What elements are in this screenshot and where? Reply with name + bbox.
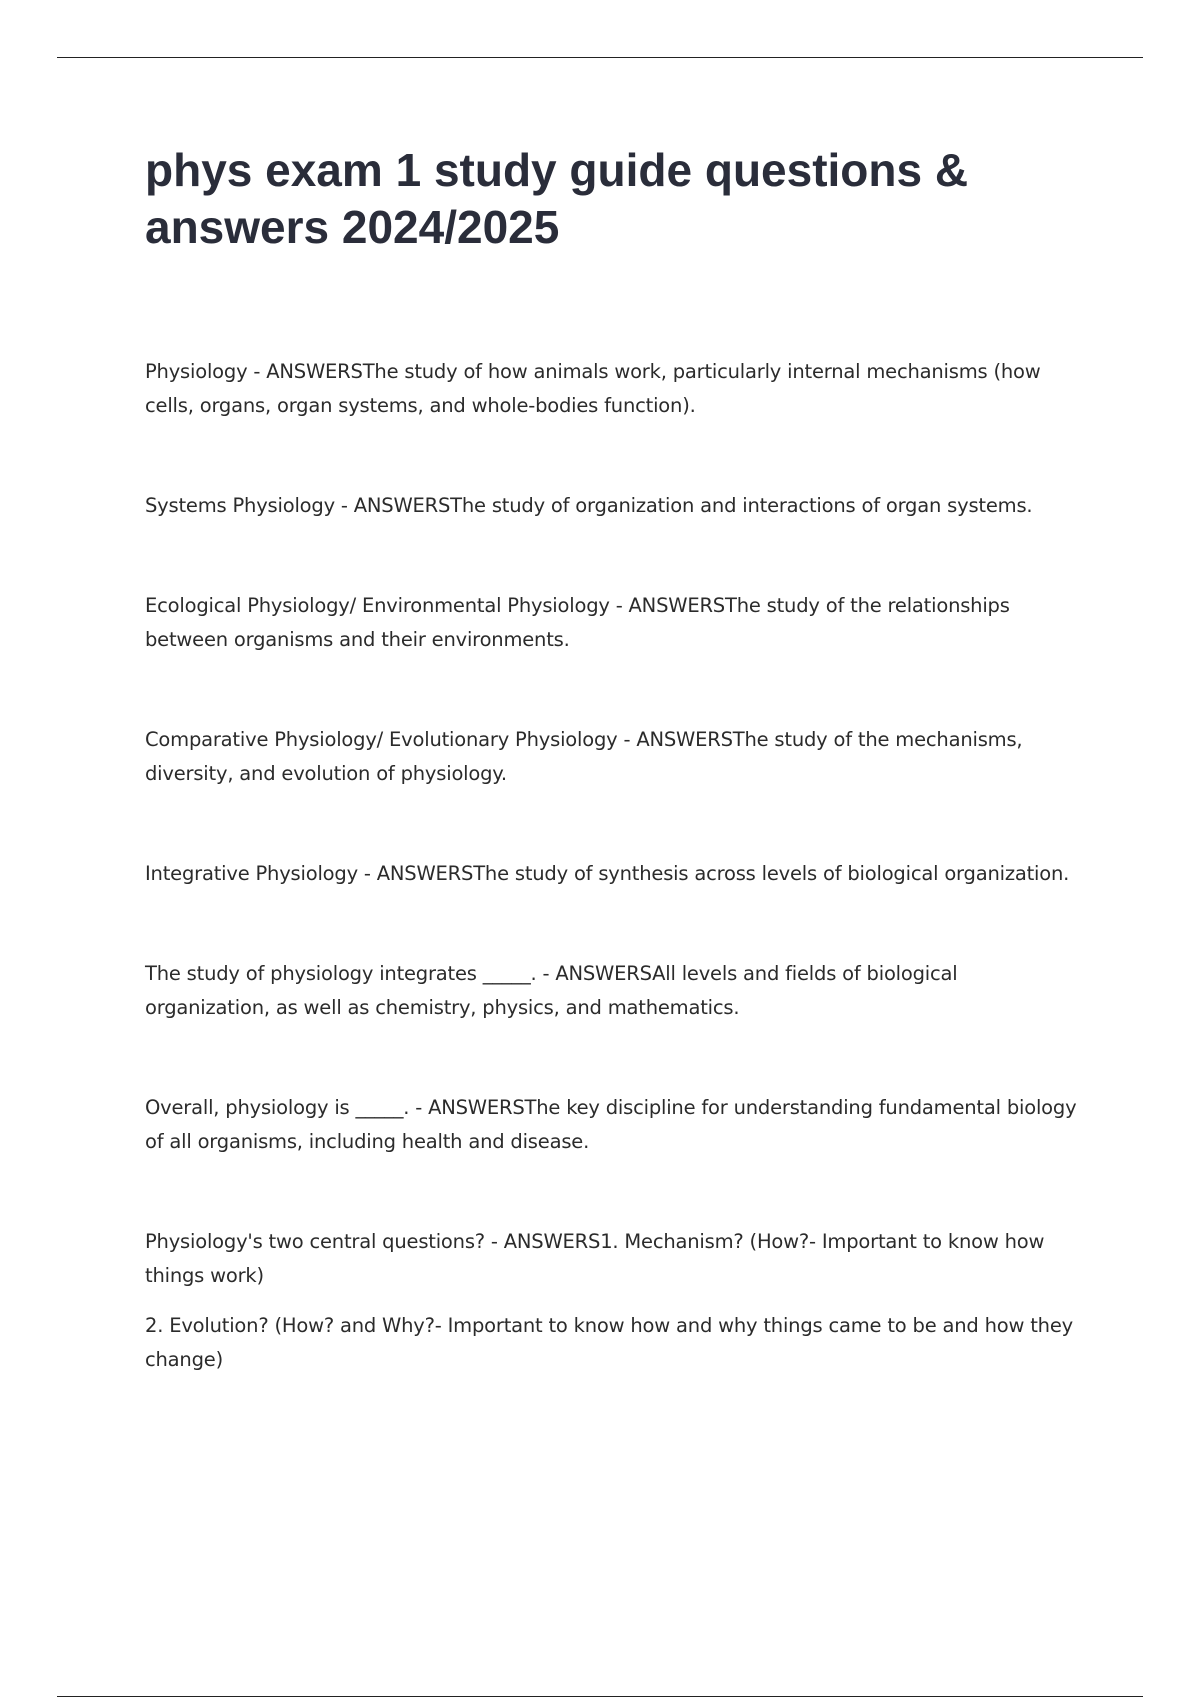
qa-text: Comparative Physiology/ Evolutionary Physiology - ANSWERSThe study of the mechanisms, diversity, and evolution of physiology. bbox=[145, 728, 1023, 785]
qa-item bbox=[145, 857, 1085, 891]
qa-text: Physiology - ANSWERSThe study of how animals work, particularly internal mechanisms (how cells, organs, organ systems, and whole-bodies function). bbox=[145, 360, 1041, 417]
header-rule bbox=[57, 57, 1143, 58]
qa-text-continued: 2. Evolution? (How? and Why?- Important to know how and why things came to be and how they change) bbox=[145, 1314, 1073, 1371]
qa-text: The study of physiology integrates _____. - ANSWERSAll levels and fields of biological organization, as well as chemistry, physics, and mathematics. bbox=[145, 962, 958, 1019]
qa-item bbox=[145, 957, 1085, 1025]
document-title: phys exam 1 study guide questions & answers 2024/2025 bbox=[145, 144, 969, 253]
qa-text: Ecological Physiology/ Environmental Physiology - ANSWERSThe study of the relationships between organisms and their environments. bbox=[145, 594, 1010, 651]
qa-item bbox=[145, 589, 1085, 657]
qa-text: Overall, physiology is _____. - ANSWERSThe key discipline for understanding fundamental biology of all organisms, including health and disease. bbox=[145, 1096, 1077, 1153]
qa-item bbox=[145, 723, 1085, 791]
footer-rule bbox=[57, 1696, 1143, 1697]
qa-item bbox=[145, 1091, 1085, 1159]
qa-text: Physiology's two central questions? - ANSWERS1. Mechanism? (How?- Important to know how things work) bbox=[145, 1230, 1045, 1287]
qa-text: Integrative Physiology - ANSWERSThe study of synthesis across levels of biological organization. bbox=[145, 862, 1070, 885]
qa-item bbox=[145, 1225, 1085, 1377]
qa-item bbox=[145, 355, 1085, 423]
qa-item bbox=[145, 489, 1085, 523]
qa-text: Systems Physiology - ANSWERSThe study of organization and interactions of organ systems. bbox=[145, 494, 1033, 517]
